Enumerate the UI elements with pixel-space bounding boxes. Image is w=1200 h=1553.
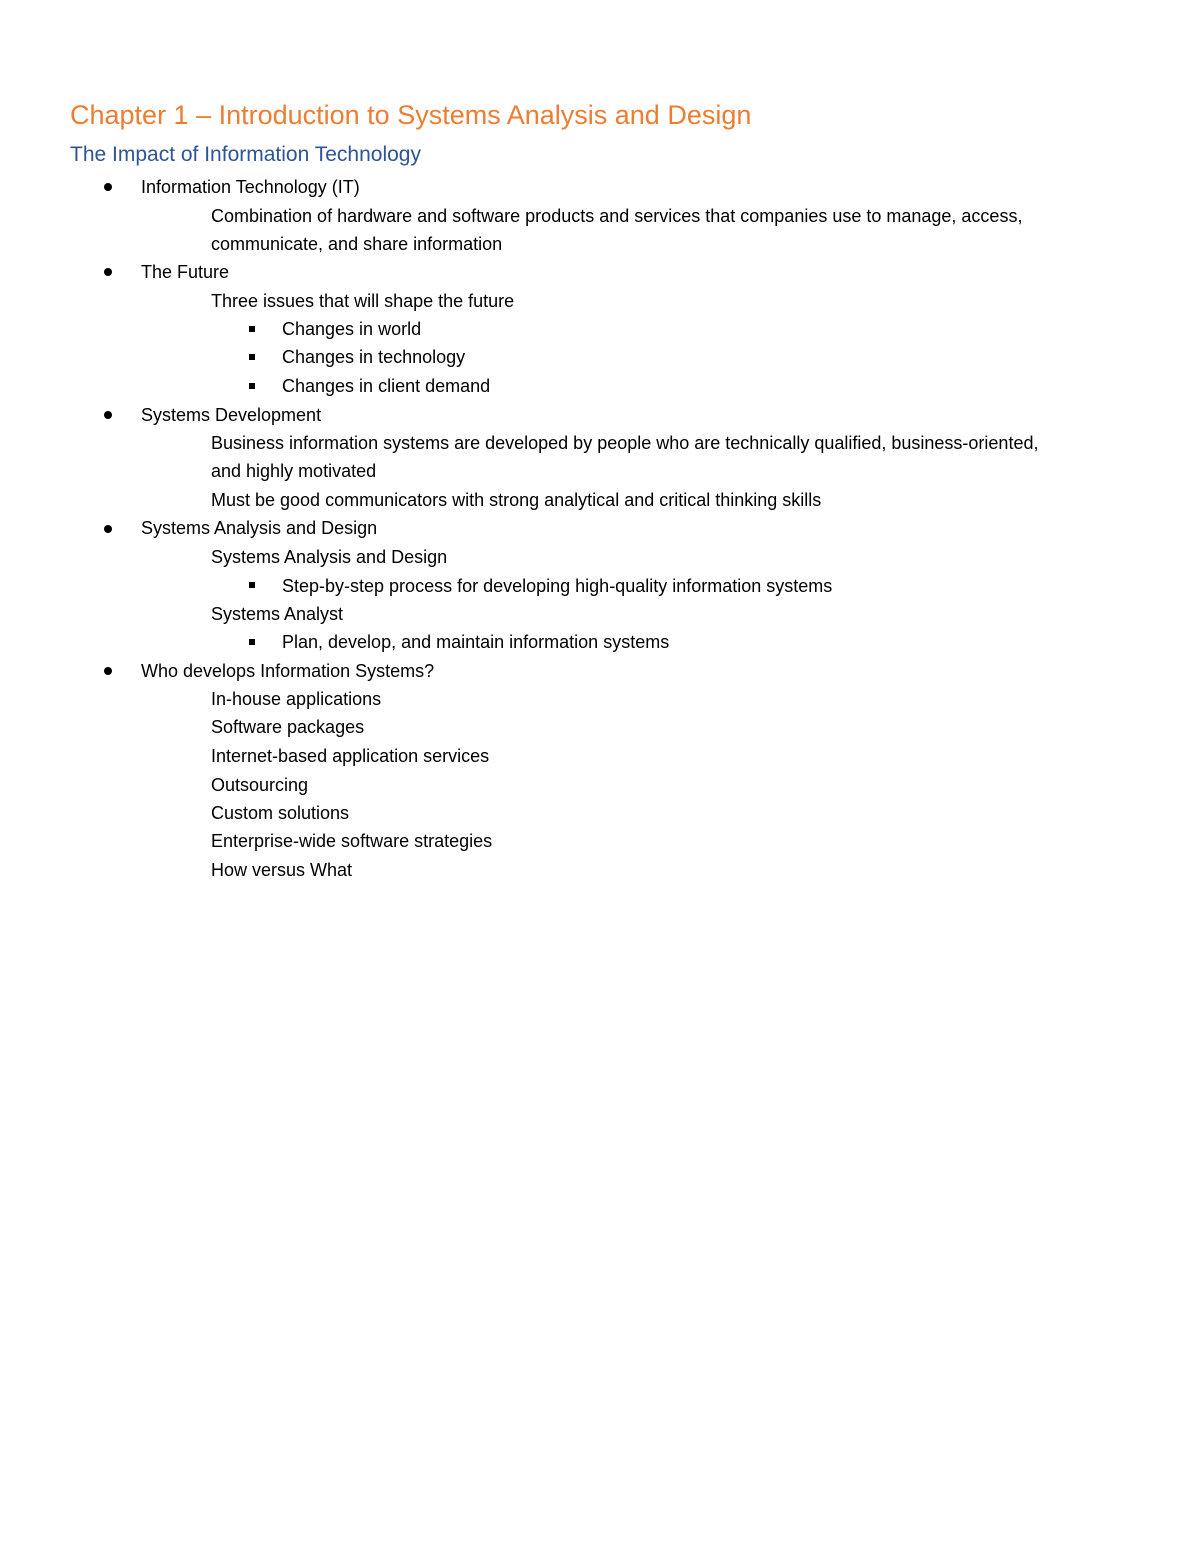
topic-title-who-develops: Who develops Information Systems? <box>141 661 435 681</box>
topic-line: In-house applications <box>211 689 382 709</box>
bullet-square-icon <box>249 582 255 588</box>
bullet-square-icon <box>249 383 255 389</box>
bullet-dot-icon <box>104 525 112 533</box>
topic-title-systems-development: Systems Development <box>141 405 322 425</box>
topic-title-systems-analysis-design: Systems Analysis and Design <box>141 518 378 538</box>
topic-line: Three issues that will shape the future <box>211 291 515 311</box>
bullet-dot-icon <box>104 667 112 675</box>
bullet-square-icon <box>249 326 255 332</box>
block-label: Systems Analyst <box>211 604 344 624</box>
topic-line: How versus What <box>211 860 353 880</box>
topic-line: communicate, and share information <box>211 234 503 254</box>
topic-line: Custom solutions <box>211 803 350 823</box>
topic-line: Outsourcing <box>211 775 309 795</box>
section-heading: The Impact of Information Technology <box>70 143 421 166</box>
sub-item: Changes in world <box>282 319 422 339</box>
bullet-dot-icon <box>104 183 112 191</box>
topic-line: and highly motivated <box>211 461 377 481</box>
sub-item: Plan, develop, and maintain information systems <box>282 632 670 652</box>
topic-line: Internet-based application services <box>211 746 490 766</box>
topic-line: Must be good communicators with strong analytical and critical thinking skills <box>211 490 822 510</box>
bullet-square-icon <box>249 639 255 645</box>
bullet-square-icon <box>249 354 255 360</box>
bullet-dot-icon <box>104 411 112 419</box>
sub-item: Changes in client demand <box>282 376 491 396</box>
topic-line: Business information systems are developed by people who are technically qualified, business-oriented, <box>211 433 1039 453</box>
sub-item: Changes in technology <box>282 347 466 367</box>
block-label: Systems Analysis and Design <box>211 547 448 567</box>
sub-item: Step-by-step process for developing high-quality information systems <box>282 576 833 596</box>
topic-line: Enterprise-wide software strategies <box>211 831 493 851</box>
topic-title-it: Information Technology (IT) <box>141 177 360 197</box>
topic-line: Software packages <box>211 717 365 737</box>
topic-line: Combination of hardware and software products and services that companies use to manage, access, <box>211 206 1023 226</box>
chapter-title: Chapter 1 – Introduction to Systems Analysis and Design <box>70 100 752 130</box>
bullet-dot-icon <box>104 268 112 276</box>
topic-title-future: The Future <box>141 262 230 282</box>
